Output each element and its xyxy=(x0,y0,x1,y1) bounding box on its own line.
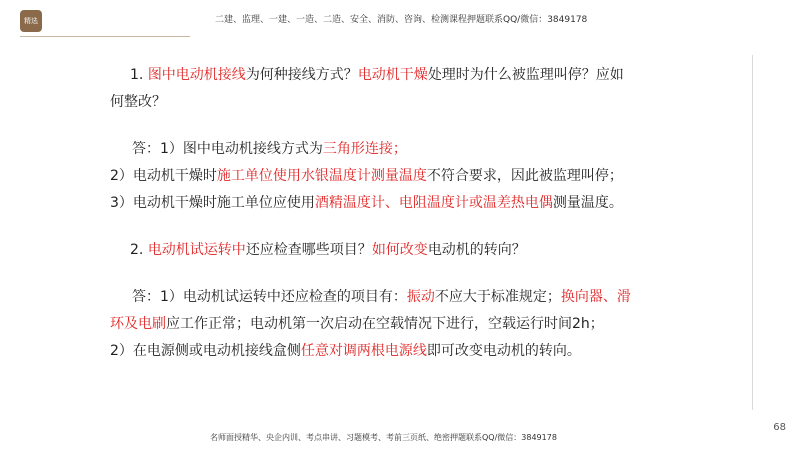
question-1 xyxy=(110,62,690,89)
page-number: 68 xyxy=(773,422,786,433)
text-segment: 应工作正常；电动机第一次启动在空载情况下进行，空载运行时间2h； xyxy=(166,316,604,332)
highlighted-text: 图中电动机接线 xyxy=(147,67,246,83)
text-segment: 不应大于标准规定； xyxy=(434,289,561,305)
text-segment: 即可改变电动机的转向。 xyxy=(426,343,581,359)
text-segment: 电动机的转向？ xyxy=(427,242,526,258)
footer-note: 名师面授精华、央企内训、考点串讲、习题模考、考前三页纸、绝密押题联系QQ/微信：3849178 xyxy=(210,433,557,442)
header-divider xyxy=(20,36,190,37)
answer-1-line-2 xyxy=(110,163,690,190)
answer-1-line-3 xyxy=(110,190,690,217)
text-segment: 2）在电源侧或电动机接线盒侧 xyxy=(110,343,301,359)
answer-2-line-2 xyxy=(110,311,690,338)
highlighted-text: 电动机试运转中 xyxy=(147,242,246,258)
right-divider xyxy=(752,55,753,410)
text-segment: 为何种接线方式？ xyxy=(245,67,358,83)
text-segment: 1. xyxy=(130,67,148,83)
text-segment: 还应检查哪些项目？ xyxy=(245,242,372,258)
highlighted-text: 振动 xyxy=(406,289,435,305)
question-2 xyxy=(110,237,690,264)
text-segment: 不符合要求，因此被监理叫停； xyxy=(426,168,623,184)
text-segment: 测量温度。 xyxy=(552,195,623,211)
brand-logo xyxy=(20,10,42,32)
highlighted-text: 环及电刷 xyxy=(110,316,166,332)
text-segment: 处理时为什么被监理叫停？应如 xyxy=(427,67,624,83)
highlighted-text: 换向器、滑 xyxy=(560,289,631,305)
highlighted-text: 酒精温度计、电阻温度计或温差热电偶 xyxy=(314,195,553,211)
header-title: 二建、监理、一建、一造、二造、安全、消防、咨询、检测课程押题联系QQ/微信：3849178 xyxy=(215,15,588,25)
text-segment: 2. xyxy=(130,242,148,258)
highlighted-text: 如何改变 xyxy=(371,242,428,258)
answer-1-line-1 xyxy=(110,136,690,163)
document-body xyxy=(110,62,690,365)
answer-2-line-1 xyxy=(110,284,690,311)
highlighted-text: 电动机干燥 xyxy=(357,67,428,83)
text-segment: 答：1）图中电动机接线方式为 xyxy=(132,141,323,157)
highlighted-text: 任意对调两根电源线 xyxy=(300,343,427,359)
text-segment: 3）电动机干燥时施工单位应使用 xyxy=(110,195,315,211)
answer-2-line-3 xyxy=(110,338,690,365)
logo-label: 精选 xyxy=(24,16,38,25)
text-segment: 2）电动机干燥时 xyxy=(110,168,217,184)
text-segment: 答：1）电动机试运转中还应检查的项目有： xyxy=(132,289,407,305)
highlighted-text: 施工单位使用水银温度计测量温度 xyxy=(216,168,427,184)
question-1-continuation: 何整改？ xyxy=(110,94,166,110)
highlighted-text: 三角形连接； xyxy=(322,141,407,157)
